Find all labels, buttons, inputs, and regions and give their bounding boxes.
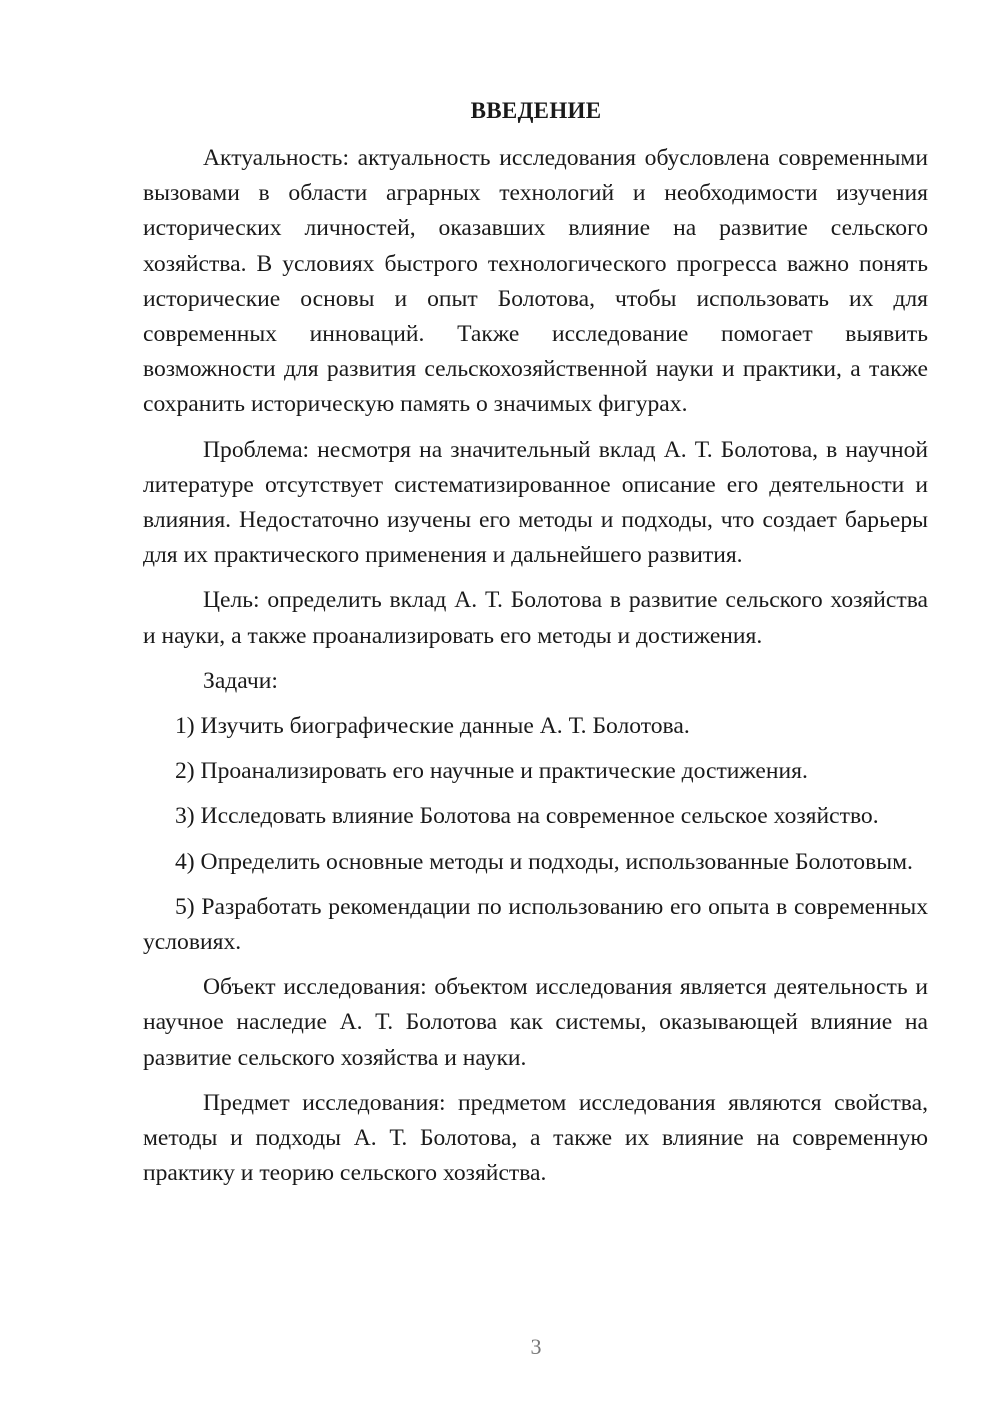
paragraph-relevance: Актуальность: актуальность исследования обусловлена современными вызовами в области аграрных технологий и необходимости изучения исторических личностей, оказавших влияние на развитие сельского хозяйства. В условиях быстрого технологического прогресса важно понять исторические основы и опыт Болотова, чтобы использовать их для современных инноваций. Также исследование помогает выявить возможности для развития сельскохозяйственной науки и практики, а также сохранить историческую память о значимых фигурах. bbox=[143, 145, 928, 418]
task-item-3: 3) Исследовать влияние Болотова на современное сельское хозяйство. bbox=[175, 803, 879, 830]
tasks-title: Задачи: bbox=[203, 667, 278, 694]
task-item-4: 4) Определить основные методы и подходы, использованные Болотовым. bbox=[175, 848, 913, 875]
paragraph-object: Объект исследования: объектом исследования является деятельность и научное наследие А. Т. Болотова как системы, оказывающей влияние на развитие сельского хозяйства и науки. bbox=[143, 974, 928, 1071]
document-body bbox=[143, 141, 928, 1201]
paragraph-subject: Предмет исследования: предметом исследования являются свойства, методы и подходы А. Т. Болотова, а также их влияние на современную практику и теорию сельского хозяйства. bbox=[143, 1089, 928, 1187]
task-item-5: 5) Разработать рекомендации по использованию его опыта в современных условиях. bbox=[143, 893, 928, 956]
page-number: 3 bbox=[530, 1334, 542, 1359]
paragraph-goal: Цель: определить вклад А. Т. Болотова в развитие сельского хозяйства и науки, а также проанализировать его методы и достижения. bbox=[143, 587, 928, 649]
paragraph-problem: Проблема: несмотря на значительный вклад А. Т. Болотова, в научной литературе отсутствует систематизированное описание его деятельности и влияния. Недостаточно изучены его методы и подходы, что создает барьеры для их практического применения и дальнейшего развития. bbox=[143, 436, 928, 569]
task-item-1: 1) Изучить биографические данные А. Т. Болотова. bbox=[175, 713, 690, 740]
task-item-2: 2) Проанализировать его научные и практические достижения. bbox=[175, 758, 808, 785]
section-heading: ВВЕДЕНИЕ bbox=[470, 98, 602, 123]
